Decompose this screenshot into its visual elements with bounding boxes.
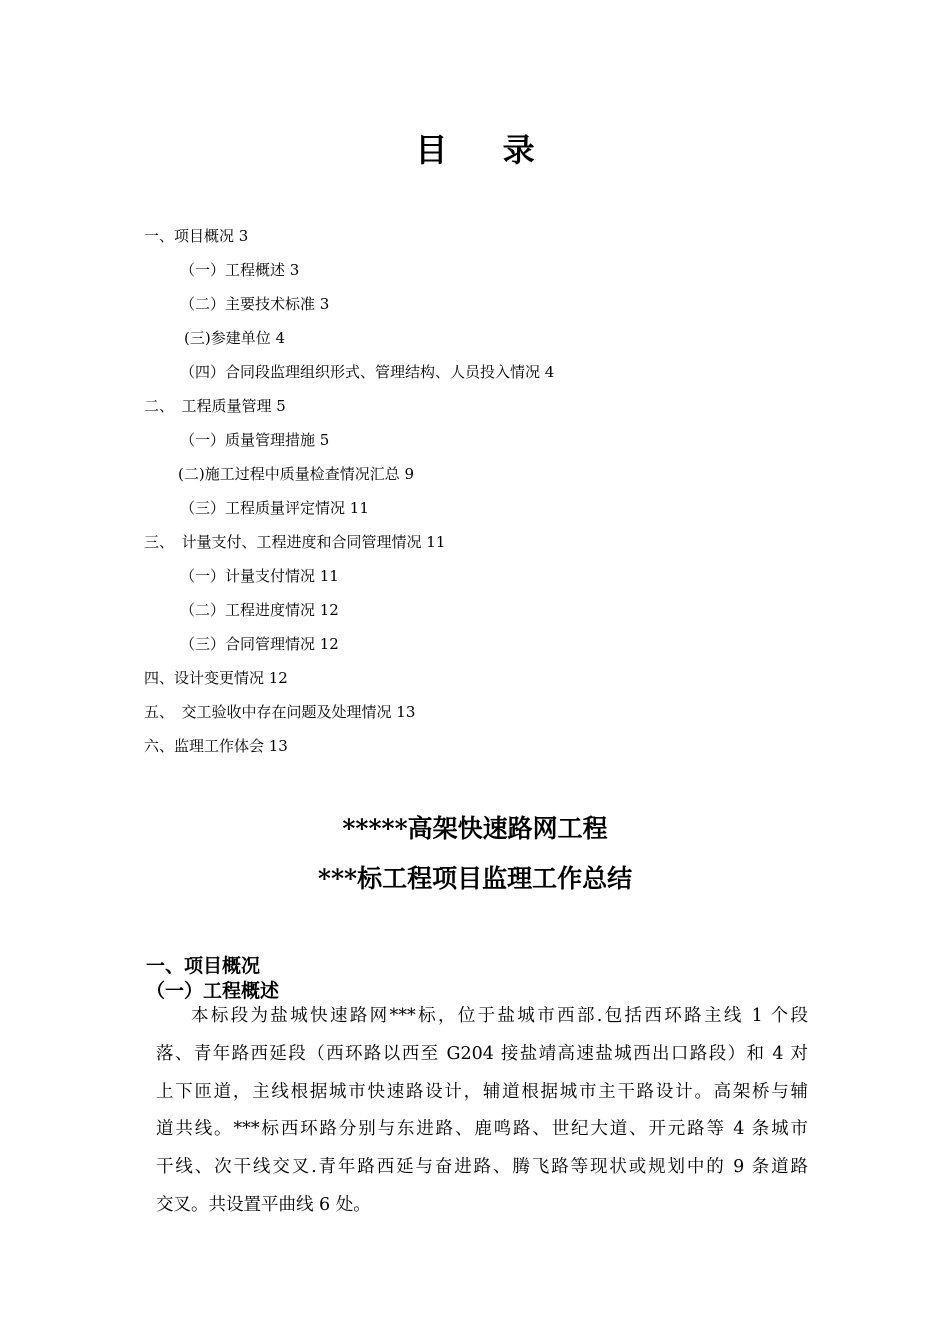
toc-entry[interactable]: 四、设计变更情况 12 <box>144 669 288 687</box>
toc-entry[interactable]: (二)施工过程中质量检查情况汇总 9 <box>178 465 415 483</box>
section-heading: 一、项目概况 <box>146 955 261 977</box>
toc-entry[interactable]: （一）质量管理措施 5 <box>180 431 330 449</box>
toc-entry[interactable]: （一）工程概述 3 <box>180 261 300 279</box>
toc-entry[interactable]: （二）工程进度情况 12 <box>180 601 339 619</box>
toc-entry[interactable]: 一、项目概况 3 <box>144 227 249 245</box>
subsection-heading: （一）工程概述 <box>146 980 280 1002</box>
paragraph-line: 落、青年路西延段（西环路以西至 G204 接盐靖高速盐城西出口路段）和 4 对 <box>156 1044 808 1064</box>
toc-entry[interactable]: （一）计量支付情况 11 <box>180 567 339 585</box>
toc-entry[interactable]: 三、 计量支付、工程进度和合同管理情况 11 <box>144 533 446 551</box>
document-title-line-2: ***标工程项目监理工作总结 <box>317 864 633 893</box>
toc-entry[interactable]: (三)参建单位 4 <box>184 329 286 347</box>
document-title-line-1: *****高架快速路网工程 <box>342 814 608 843</box>
paragraph-line: 本标段为盐城快速路网***标，位于盐城市西部.包括西环路主线 1 个段 <box>191 1006 808 1026</box>
toc-entry[interactable]: （三）合同管理情况 12 <box>180 635 339 653</box>
paragraph-line: 交叉。共设置平曲线 6 处。 <box>156 1195 371 1215</box>
toc-entry[interactable]: （四）合同段监理组织形式、管理结构、人员投入情况 4 <box>180 363 555 381</box>
toc-entry[interactable]: 六、监理工作体会 13 <box>144 737 288 755</box>
paragraph-line: 上下匝道，主线根据城市快速路设计，辅道根据城市主干路设计。高架桥与辅 <box>156 1082 808 1102</box>
paragraph-line: 干线、次干线交叉.青年路西延与奋进路、腾飞路等现状或规划中的 9 条道路 <box>156 1157 808 1177</box>
toc-entry[interactable]: 五、 交工验收中存在问题及处理情况 13 <box>144 703 416 721</box>
toc-title: 目 录 <box>415 131 557 169</box>
paragraph-line: 道共线。***标西环路分别与东进路、鹿鸣路、世纪大道、开元路等 4 条城市 <box>156 1119 808 1139</box>
toc-entry[interactable]: （二）主要技术标准 3 <box>180 295 330 313</box>
toc-entry[interactable]: （三）工程质量评定情况 11 <box>180 499 369 517</box>
toc-entry[interactable]: 二、 工程质量管理 5 <box>144 397 286 415</box>
